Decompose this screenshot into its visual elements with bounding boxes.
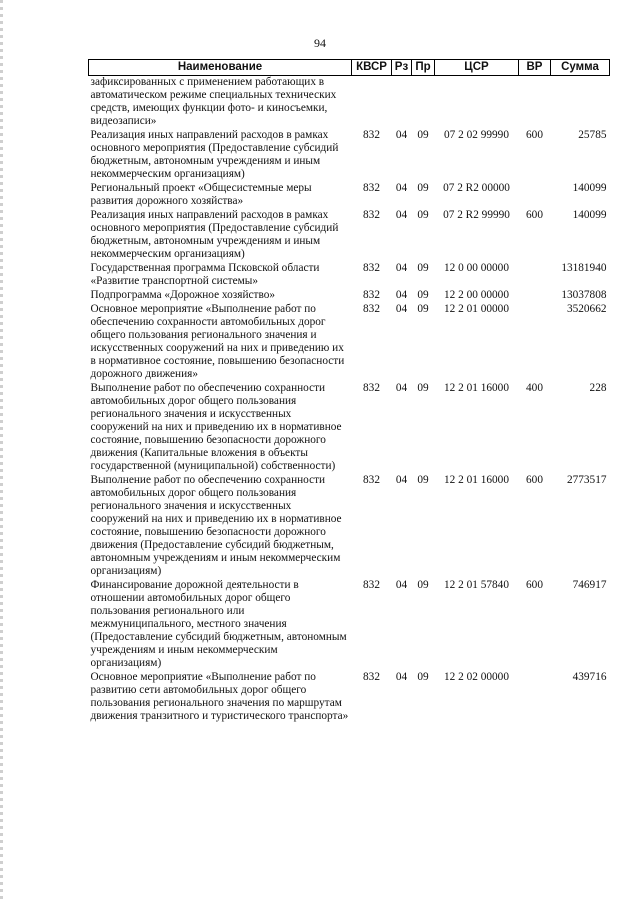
table-row bbox=[89, 579, 610, 671]
cell-vr: 600 bbox=[526, 129, 543, 141]
cell-vr: 400 bbox=[526, 382, 543, 394]
cell-csr: 12 2 02 00000 bbox=[444, 671, 509, 683]
header-rz: Рз bbox=[392, 60, 412, 76]
header-sum: Сумма bbox=[551, 60, 610, 76]
table-header-row bbox=[89, 60, 610, 76]
cell-csr: 07 2 02 99990 bbox=[444, 129, 509, 141]
cell-rz: 04 bbox=[395, 671, 408, 683]
cell-vr bbox=[519, 182, 551, 209]
cell-sum: 13181940 bbox=[561, 262, 607, 274]
cell-sum: 228 bbox=[589, 382, 607, 394]
cell-kvsr bbox=[352, 76, 392, 130]
cell-pr: 09 bbox=[417, 671, 429, 683]
cell-vr: 600 bbox=[526, 579, 543, 591]
cell-kvsr: 832 bbox=[363, 671, 380, 683]
cell-csr: 07 2 R2 00000 bbox=[443, 182, 510, 194]
cell-csr: 12 2 01 16000 bbox=[444, 382, 509, 394]
cell-sum bbox=[551, 76, 610, 130]
cell-pr bbox=[412, 76, 435, 130]
cell-rz: 04 bbox=[395, 382, 408, 394]
cell-pr: 09 bbox=[417, 262, 429, 274]
cell-kvsr: 832 bbox=[363, 382, 380, 394]
cell-name: зафиксированных с применением работающих в автоматическом режиме специальных технических средств, имеющих функции фото- и киносъемки, видеозаписи» bbox=[90, 76, 337, 127]
cell-csr bbox=[435, 76, 519, 130]
header-name: Наименование bbox=[89, 60, 352, 76]
table-row bbox=[89, 303, 610, 382]
cell-name: Реализация иных направлений расходов в рамках основного мероприятия (Предоставление субсидий бюджетным, автономным учреждениям и иным некоммерческим организациям) bbox=[90, 129, 339, 180]
cell-vr bbox=[519, 671, 551, 724]
cell-sum: 3520662 bbox=[566, 303, 607, 315]
cell-pr: 09 bbox=[417, 382, 429, 394]
cell-csr: 12 2 01 57840 bbox=[444, 579, 509, 591]
cell-csr: 07 2 R2 99990 bbox=[443, 209, 510, 221]
cell-name: Государственная программа Псковской области «Развитие транспортной системы» bbox=[90, 262, 320, 287]
cell-kvsr: 832 bbox=[363, 303, 380, 315]
cell-pr: 09 bbox=[417, 209, 429, 221]
table-row bbox=[89, 262, 610, 289]
page-number: 94 bbox=[314, 36, 326, 50]
table-row bbox=[89, 209, 610, 262]
cell-name: Основное мероприятие «Выполнение работ по обеспечению сохранности автомобильных дорог общего пользования регионального значения и искусственных сооружений на них и приведению их в нормативное состояние, повышению безопасности дорожного движения» bbox=[90, 303, 345, 380]
cell-rz: 04 bbox=[395, 289, 408, 301]
cell-kvsr: 832 bbox=[363, 182, 380, 194]
table-row bbox=[89, 671, 610, 724]
cell-name: Реализация иных направлений расходов в рамках основного мероприятия (Предоставление субсидий бюджетным, автономным учреждениям и иным некоммерческим организациям) bbox=[90, 209, 339, 260]
cell-csr: 12 2 01 00000 bbox=[444, 303, 509, 315]
cell-rz: 04 bbox=[395, 579, 408, 591]
cell-pr: 09 bbox=[417, 129, 429, 141]
cell-sum: 140099 bbox=[572, 209, 607, 221]
cell-kvsr: 832 bbox=[363, 209, 380, 221]
cell-pr: 09 bbox=[417, 289, 429, 301]
cell-vr: 600 bbox=[526, 474, 543, 486]
header-vr: ВР bbox=[519, 60, 551, 76]
cell-rz: 04 bbox=[395, 129, 408, 141]
cell-sum: 13037808 bbox=[561, 289, 607, 301]
cell-name: Подпрограмма «Дорожное хозяйство» bbox=[90, 289, 275, 301]
cell-vr: 600 bbox=[526, 209, 543, 221]
scan-edge bbox=[0, 0, 3, 899]
cell-name: Выполнение работ по обеспечению сохранности автомобильных дорог общего пользования регионального значения и искусственных сооружений на них и приведению их в нормативное состояние, повышению безопасности дорожного движения (Предоставление субсидий бюджетным, автономным учреждениям и иным некоммерческим организациям) bbox=[90, 474, 342, 577]
table-row bbox=[89, 474, 610, 579]
cell-kvsr: 832 bbox=[363, 129, 380, 141]
cell-sum: 25785 bbox=[578, 129, 607, 141]
budget-table bbox=[88, 59, 610, 724]
table-row bbox=[89, 129, 610, 182]
header-pr: Пр bbox=[412, 60, 435, 76]
cell-rz: 04 bbox=[395, 303, 408, 315]
cell-sum: 746917 bbox=[572, 579, 607, 591]
table-row bbox=[89, 182, 610, 209]
cell-sum: 439716 bbox=[572, 671, 607, 683]
cell-rz: 04 bbox=[395, 262, 408, 274]
cell-csr: 12 2 01 16000 bbox=[444, 474, 509, 486]
cell-kvsr: 832 bbox=[363, 579, 380, 591]
header-csr: ЦСР bbox=[435, 60, 519, 76]
cell-name: Региональный проект «Общесистемные меры развития дорожного хозяйства» bbox=[90, 182, 312, 207]
cell-sum: 2773517 bbox=[566, 474, 607, 486]
cell-rz: 04 bbox=[395, 182, 408, 194]
cell-rz: 04 bbox=[395, 209, 408, 221]
cell-csr: 12 2 00 00000 bbox=[444, 289, 509, 301]
cell-pr: 09 bbox=[417, 474, 429, 486]
cell-pr: 09 bbox=[417, 579, 429, 591]
cell-kvsr: 832 bbox=[363, 289, 380, 301]
cell-rz: 04 bbox=[395, 474, 408, 486]
cell-sum: 140099 bbox=[572, 182, 607, 194]
cell-rz bbox=[392, 76, 412, 130]
table-row bbox=[89, 382, 610, 474]
cell-vr bbox=[519, 289, 551, 303]
cell-csr: 12 0 00 00000 bbox=[444, 262, 509, 274]
cell-vr bbox=[519, 262, 551, 289]
cell-vr bbox=[519, 303, 551, 382]
cell-name: Основное мероприятие «Выполнение работ по развитию сети автомобильных дорог общего пользования регионального значения по маршрутам движения транзитного и туристического транспорта» bbox=[90, 671, 349, 722]
cell-pr: 09 bbox=[417, 303, 429, 315]
cell-vr bbox=[519, 76, 551, 130]
cell-name: Выполнение работ по обеспечению сохранности автомобильных дорог общего пользования регионального значения и искусственных сооружений на них и приведению их в нормативное состояние, повышению безопасности дорожного движения (Капитальные вложения в объекты государственной (муниципальной) собственности) bbox=[90, 382, 342, 472]
table-row bbox=[89, 289, 610, 303]
header-kvsr: КВСР bbox=[352, 60, 392, 76]
cell-pr: 09 bbox=[417, 182, 429, 194]
cell-kvsr: 832 bbox=[363, 262, 380, 274]
cell-name: Финансирование дорожной деятельности в отношении автомобильных дорог общего пользования регионального или межмуниципального, местного значения (Предоставление субсидий бюджетным, автономным учреждениям и иным некоммерческим организациям) bbox=[90, 579, 347, 669]
cell-kvsr: 832 bbox=[363, 474, 380, 486]
table-row bbox=[89, 76, 610, 130]
